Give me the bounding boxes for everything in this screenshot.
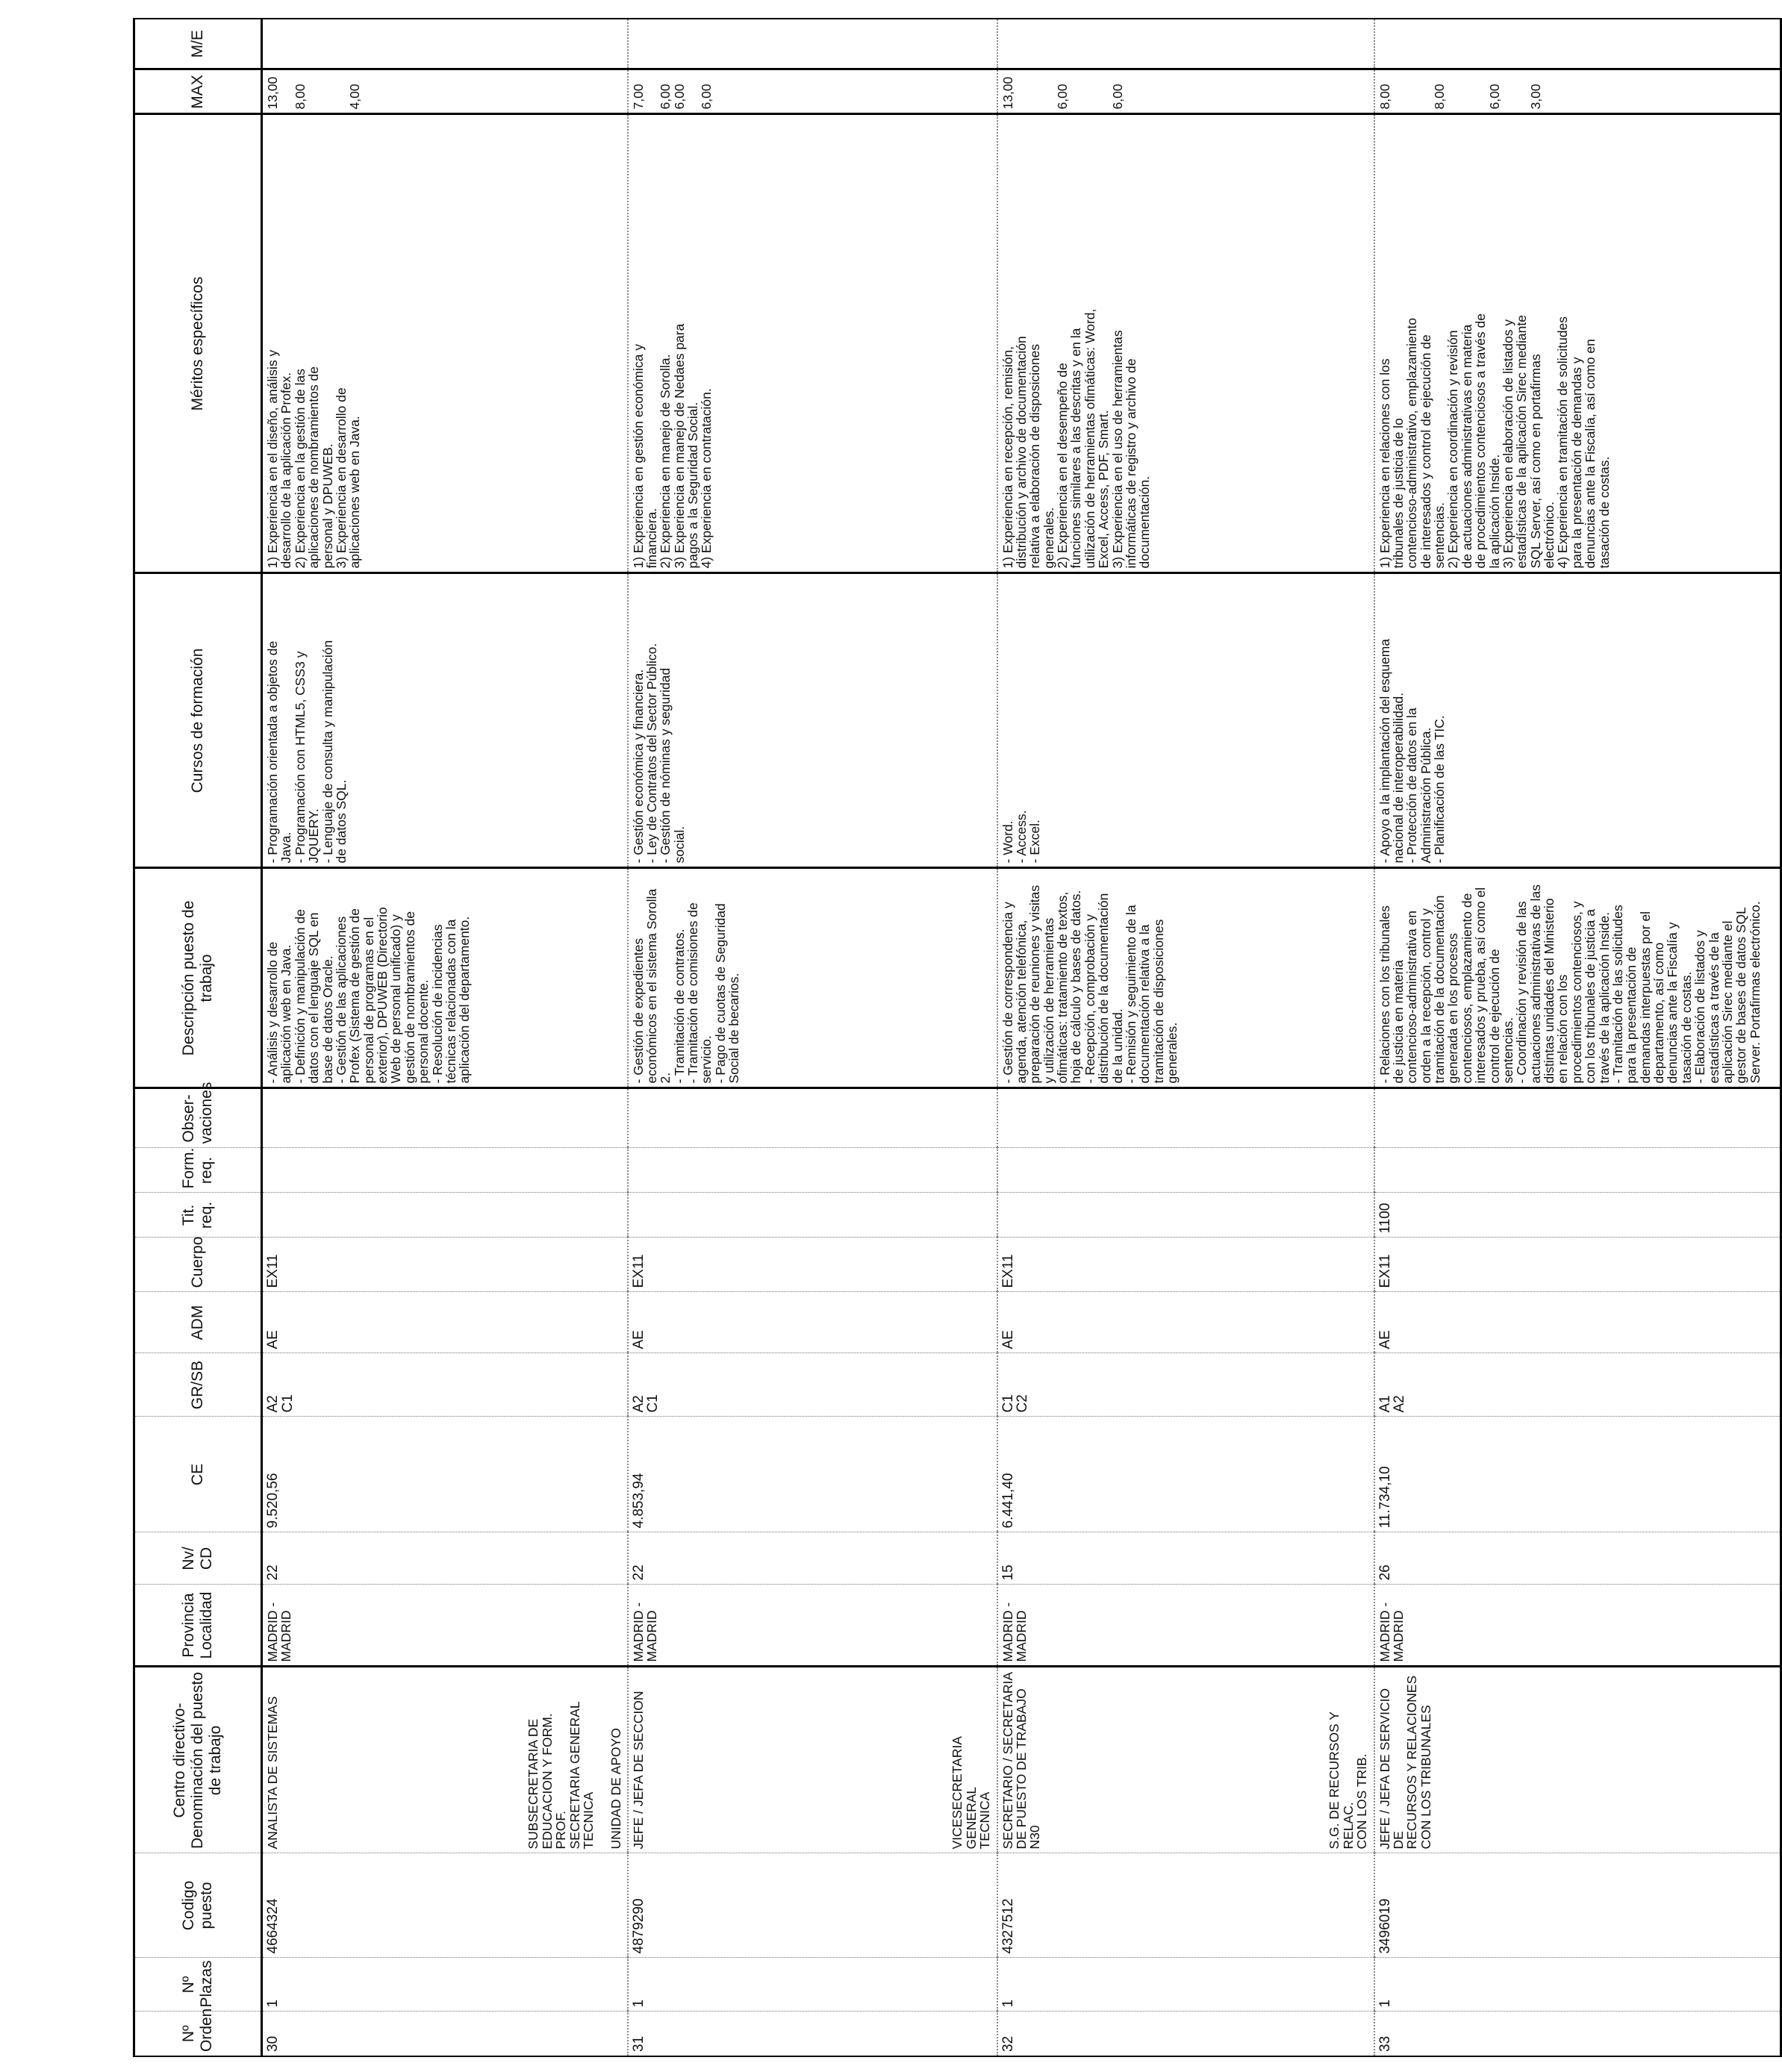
max-text: 13,00 8,00 4,00: [265, 76, 363, 110]
col-provincia: Provincia Localidad: [134, 1585, 262, 1667]
cuerpo-cell: [262, 1238, 628, 1292]
cursos-cell: [262, 573, 628, 868]
orden-text: 31: [630, 2035, 647, 2052]
cuerpo-text: EX11: [1000, 1254, 1016, 1288]
me-cell: [628, 19, 997, 69]
grupo-text: A1 A2: [1377, 1395, 1408, 1413]
codigo-text: 4664324: [265, 1898, 281, 1954]
descripcion-text: - Gestión de expedientes económicos en el sistema Sorolla 2. - Tramitación de contratos. - Tramitación de comisiones de servicio. - Pago de cuotas de Seguridad Social de becarios.: [630, 888, 742, 1084]
cursos-text: - Word. - Access. - Excel.: [1000, 810, 1043, 864]
puesto-cell: [1374, 1667, 1781, 1853]
formacion-cell: [997, 1148, 1374, 1193]
grupo-text: C1 C2: [1000, 1394, 1031, 1413]
ce-cell: [1374, 1417, 1781, 1532]
formacion-cell: [628, 1148, 997, 1193]
nivel-cell: [1374, 1532, 1781, 1585]
col-adm: ADM: [134, 1292, 262, 1353]
cuerpo-text: EX11: [630, 1254, 647, 1288]
cursos-cell: [997, 573, 1374, 868]
orden-text: 33: [1377, 2035, 1393, 2052]
adm-text: AE: [1377, 1330, 1393, 1349]
me-cell: [997, 19, 1374, 69]
codigo-text: 4879290: [630, 1898, 647, 1954]
ce-cell: [628, 1417, 997, 1532]
max-cell: [262, 69, 628, 114]
meritos-text: 1) Experiencia en relaciones con los tribunales de justicia de lo contencioso-administrativo, emplazamiento de interesados y control de ejecución de sentencias. 2) Experiencia en coordinación y revisión de actuaciones administrativas en materia de procedimientos contenciosos a través de la aplicación Inside. 3) Experiencia en elaboración de listados y estadísticas de la aplicación Sirec mediante SQL Server, así como en portafirmas electrónico. 4) Experiencia en tramitación de solicitudes para la presentación de demandas y denuncias ante la Fiscalía, así como en tasación de costas.: [1377, 313, 1612, 569]
provincia-text: MADRID - MADRID: [630, 1602, 659, 1662]
unit-heading: VICESECRETARIA GENERAL TECNICA: [950, 1737, 993, 1850]
adm-cell: [1374, 1292, 1781, 1353]
titulacion-cell: [997, 1193, 1374, 1238]
meritos-text: 1) Experiencia en el diseño, análisis y desarrollo de la aplicación Profex. 2) Experiencia en la gestión de las aplicaciones de nombramientos de personal y DPUWEB. 3) Experiencia en desarrollo de aplicaciones web en Java.: [265, 349, 363, 569]
meritos-cell: [997, 114, 1374, 573]
position-title: JEFE / JEFA DE SECCION: [630, 1691, 646, 1850]
col-nivel: Nv/ CD: [134, 1532, 262, 1585]
adm-cell: [997, 1292, 1374, 1353]
cursos-text: - Programación orientada a objetos de Java. - Programación con HTML5, CSS3 y JQUERY. - Lenguaje de consulta y manipulación de datos SQL.: [265, 640, 349, 864]
titulacion-cell: [262, 1193, 628, 1238]
me-cell: [262, 19, 628, 69]
job-positions-table: [133, 18, 1782, 2057]
codigo-cell: [1374, 1853, 1781, 1958]
col-formacion: Form. req.: [134, 1148, 262, 1193]
cursos-text: - Gestión económica y financiera. - Ley de Contratos del Sector Público. - Gestión de nóminas y seguridad social.: [630, 643, 687, 864]
titulacion-cell: [628, 1193, 997, 1238]
table-row: [628, 19, 997, 2056]
descripcion-text: - Gestión de correspondencia y agenda, atención telefónica, preparación de reuniones y visitas y utilización de herramientas ofimáticas: tratamiento de textos, hoja de cálculo y bases de datos. - Recepción, comprobación y distribución de la documentación de la unidad. - Remisión y seguimiento de la documentación relativa a la tramitación de disposiciones generales.: [1000, 884, 1180, 1084]
provincia-text: MADRID - MADRID: [265, 1602, 294, 1662]
provincia-text: MADRID - MADRID: [1377, 1602, 1406, 1662]
observaciones-cell: [628, 1088, 997, 1148]
observaciones-cell: [262, 1088, 628, 1148]
orden-cell: [997, 2012, 1374, 2056]
table-row: [262, 19, 628, 2056]
descripcion-text: - Relaciones con los tribunales de justicia en materia contencioso-administrativa en orden a la recepción, control y tramitación de la documentación generada en los procesos contenciosos, emplazamiento de interesados y prueba, así como el control de ejecución de sentencias. - Coordinación y revisión de las actuaciones administrativas de las distintas unidades del Ministerio en relación con los procedimientos contenciosos, y con los tribunales de justicia a través de la aplicación Inside. - Tramitación de las solicitudes para la presentación de demandas interpuestas por el departamento, así como denuncias ante la Fiscalía y tasación de costas. - Elaboración de listados y estadísticas a través de la aplicación Sirec mediante el gestor de bases de datos SQL Server. Portafirmas electrónico.: [1377, 884, 1763, 1084]
grupo-cell: [262, 1353, 628, 1417]
puesto-cell: [997, 1667, 1374, 1853]
adm-text: AE: [1000, 1330, 1016, 1349]
grupo-cell: [628, 1353, 997, 1417]
codigo-text: 3496019: [1377, 1898, 1393, 1954]
ce-cell: [262, 1417, 628, 1532]
position-title: ANALISTA DE SISTEMAS: [265, 1696, 280, 1850]
me-cell: [1374, 19, 1781, 69]
nivel-cell: [628, 1532, 997, 1585]
meritos-text: 1) Experiencia en gestión económica y financiera. 2) Experiencia en manejo de Sorolla. 3) Experiencia en manejo de Nedaes para pagos a la Seguridad Social. 4) Experiencia en contratación.: [630, 323, 714, 569]
table-row: [997, 19, 1374, 2056]
cursos-cell: [628, 573, 997, 868]
col-codigo: Codigo puesto: [134, 1853, 262, 1958]
orden-text: 32: [1000, 2035, 1016, 2052]
adm-cell: [262, 1292, 628, 1353]
formacion-cell: [262, 1148, 628, 1193]
titulacion-text: 1100: [1377, 1202, 1393, 1234]
orden-cell: [1374, 2012, 1781, 2056]
plazas-cell: [1374, 1958, 1781, 2012]
cuerpo-cell: [997, 1238, 1374, 1292]
provincia-cell: [628, 1585, 997, 1667]
table-row: [1374, 19, 1781, 2056]
plazas-text: 1: [1377, 1999, 1393, 2008]
position-title: SECRETARIO / SECRETARIA DE PUESTO DE TRABAJO N30: [1000, 1671, 1043, 1850]
meritos-cell: [262, 114, 628, 573]
codigo-cell: [628, 1853, 997, 1958]
codigo-cell: [262, 1853, 628, 1958]
table-header-row: [134, 19, 262, 2056]
descripcion-cell: [997, 868, 1374, 1088]
max-cell: [628, 69, 997, 114]
ce-text: 11.734,10: [1377, 1466, 1393, 1529]
plazas-cell: [262, 1958, 628, 2012]
ce-text: 9.520,56: [265, 1473, 281, 1529]
orden-cell: [262, 2012, 628, 2056]
plazas-text: 1: [1000, 1999, 1016, 2008]
col-grupo: GR/SB: [134, 1353, 262, 1417]
cuerpo-text: EX11: [265, 1254, 281, 1288]
provincia-cell: [262, 1585, 628, 1667]
col-me: M/E: [134, 19, 262, 69]
nivel-text: 15: [1000, 1564, 1016, 1581]
position-title: JEFE / JEFA DE SERVICIO DE RECURSOS Y RELACIONES CON LOS TRIBUNALES: [1377, 1675, 1433, 1850]
col-cursos: Cursos de formación: [134, 573, 262, 868]
grupo-text: A2 C1: [265, 1394, 296, 1413]
puesto-cell: [628, 1667, 997, 1853]
grupo-text: A2 C1: [630, 1394, 661, 1413]
cursos-cell: [1374, 573, 1781, 868]
col-cuerpo: Cuerpo: [134, 1238, 262, 1292]
adm-text: AE: [265, 1330, 281, 1349]
max-text: 13,00 6,00 6,00: [1000, 76, 1125, 110]
unit-heading: S.G. DE RECURSOS Y RELAC. CON LOS TRIB.: [1327, 1711, 1370, 1850]
nivel-cell: [262, 1532, 628, 1585]
adm-cell: [628, 1292, 997, 1353]
formacion-cell: [1374, 1148, 1781, 1193]
cuerpo-text: EX11: [1377, 1254, 1393, 1288]
descripcion-cell: [1374, 868, 1781, 1088]
col-centro: Centro directivo- Denominación del puesto de trabajo: [134, 1667, 262, 1853]
meritos-cell: [628, 114, 997, 573]
descripcion-cell: [628, 868, 997, 1088]
max-text: 8,00 8,00 6,00 3,00: [1377, 84, 1543, 110]
max-cell: [997, 69, 1374, 114]
observaciones-cell: [1374, 1088, 1781, 1148]
col-plazas: Nº Plazas: [134, 1958, 262, 2012]
col-ce: CE: [134, 1417, 262, 1532]
meritos-text: 1) Experiencia en recepción, remisión, distribución y archivo de documentación relativa a elaboración de disposiciones generales. 2) Experiencia en el desempeño de funciones similares a las descritas y en la utilización de herramientas ofimáticas: Word, Excel, Access, PDF, Smart. 3) Experiencia en el uso de herramientas informáticas de registro y archivo de documentación.: [1000, 308, 1153, 569]
titulacion-cell: [1374, 1193, 1781, 1238]
ce-text: 4.853,94: [630, 1473, 647, 1529]
descripcion-cell: [262, 868, 628, 1088]
codigo-text: 4327512: [1000, 1898, 1016, 1954]
nivel-cell: [997, 1532, 1374, 1585]
unit-heading: SUBSECRETARIA DE EDUCACION Y FORM. PROF. SECRETARIA GENERAL TECNICA UNIDAD DE APOYO: [526, 1701, 623, 1850]
grupo-cell: [997, 1353, 1374, 1417]
adm-text: AE: [630, 1330, 647, 1349]
plazas-cell: [997, 1958, 1374, 2012]
observaciones-cell: [997, 1088, 1374, 1148]
orden-text: 30: [265, 2035, 281, 2052]
cursos-text: - Apoyo a la implantación del esquema nacional de interoperabilidad. - Protección de datos en la Administración Pública. - Planificación de las TIC.: [1377, 638, 1447, 864]
nivel-text: 22: [265, 1564, 281, 1581]
max-text: 7,00 6,00 6,00 6,00: [630, 84, 714, 110]
col-max: MAX: [134, 69, 262, 114]
orden-cell: [628, 2012, 997, 2056]
plazas-text: 1: [265, 1999, 281, 2008]
nivel-text: 26: [1377, 1564, 1393, 1581]
col-meritos: Méritos específicos: [134, 114, 262, 573]
nivel-text: 22: [630, 1564, 647, 1581]
max-cell: [1374, 69, 1781, 114]
ce-text: 6.441,40: [1000, 1473, 1016, 1529]
col-orden: Nº Orden: [134, 2012, 262, 2056]
descripcion-text: - Análisis y desarrollo de aplicación web en Java. - Definición y manipulación de datos con el lenguaje SQL en base de datos Oracle. - Gestión de las aplicaciones Profex (Sistema de gestión de personal de programas en el exterior), DPUWEB (Directorio Web de personal unificado) y gestión de nombramientos de personal docente. - Resolución de incidencias técnicas relacionadas con la aplicación del departamento.: [265, 907, 473, 1084]
col-titulacion: Tit. req.: [134, 1193, 262, 1238]
meritos-cell: [1374, 114, 1781, 573]
col-observaciones: Obser- vaciones: [134, 1088, 262, 1148]
plazas-text: 1: [630, 1999, 647, 2008]
grupo-cell: [1374, 1353, 1781, 1417]
provincia-text: MADRID - MADRID: [1000, 1602, 1029, 1662]
ce-cell: [997, 1417, 1374, 1532]
codigo-cell: [997, 1853, 1374, 1958]
provincia-cell: [1374, 1585, 1781, 1667]
cuerpo-cell: [1374, 1238, 1781, 1292]
provincia-cell: [997, 1585, 1374, 1667]
puesto-cell: [262, 1667, 628, 1853]
col-descripcion: Descripción puesto de trabajo: [134, 868, 262, 1088]
cuerpo-cell: [628, 1238, 997, 1292]
plazas-cell: [628, 1958, 997, 2012]
